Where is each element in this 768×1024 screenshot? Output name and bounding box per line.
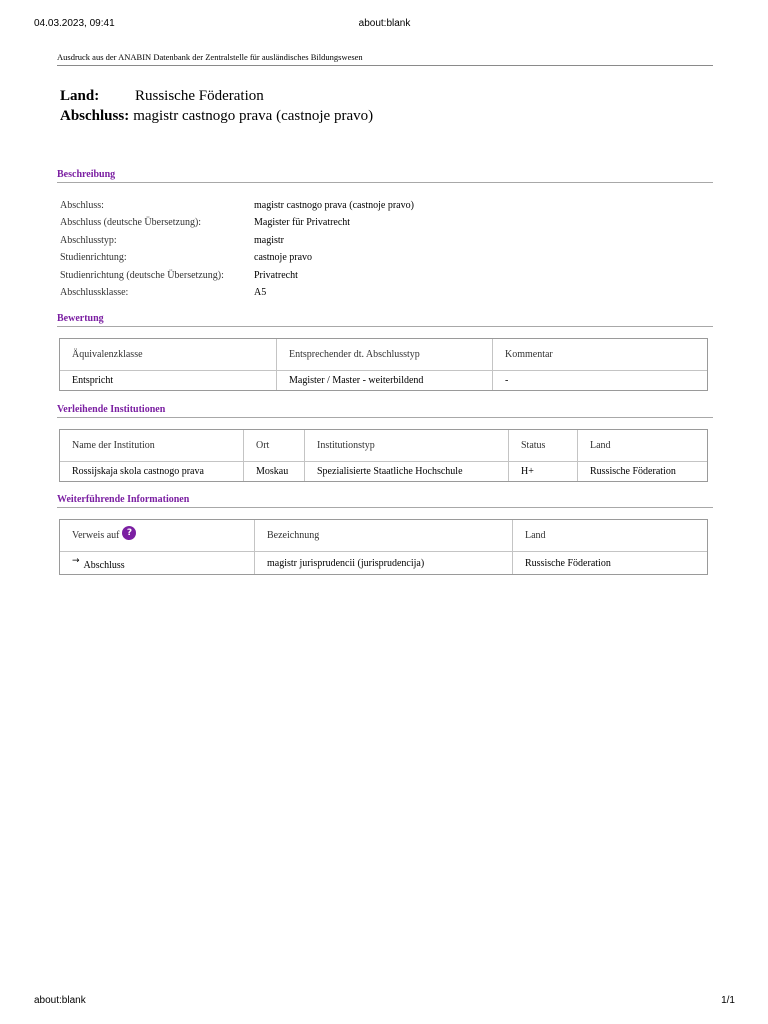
- beschreibung-key: Studienrichtung (deutsche Übersetzung):: [60, 269, 224, 281]
- column-header-label: Verweis auf: [72, 530, 120, 542]
- print-header: [34, 18, 735, 32]
- table-row: [60, 462, 707, 481]
- table-cell-verweis: [60, 552, 255, 574]
- beschreibung-value: Magister für Privatrecht: [254, 217, 351, 229]
- table-cell: Magister / Master - weiterbildend: [277, 371, 493, 390]
- table-cell: Entspricht: [60, 371, 277, 390]
- weiterfuehrende-table: [59, 519, 708, 575]
- column-header: Kommentar: [505, 349, 553, 361]
- beschreibung-value: A5: [254, 287, 267, 299]
- abschluss-label: Abschluss:: [60, 108, 130, 124]
- table-cell: magistr jurisprudencii (jurisprudencija): [255, 552, 513, 574]
- bewertung-table: [59, 338, 708, 391]
- table-cell: Russische Föderation: [525, 557, 611, 569]
- column-header: Status: [509, 430, 578, 461]
- table-row: [60, 371, 707, 390]
- beschreibung-value: magistr: [254, 234, 284, 246]
- arrow-right-icon: →: [72, 556, 80, 567]
- beschreibung-key: Abschlusstyp:: [60, 234, 117, 246]
- print-footer: [34, 995, 735, 1009]
- land-value: Russische Föderation: [135, 88, 264, 104]
- table-cell: Spezialisierte Staatliche Hochschule: [305, 462, 509, 481]
- column-header: Institutionstyp: [305, 430, 509, 461]
- footer-url: about:blank: [34, 995, 86, 1006]
- question-icon[interactable]: ?: [122, 526, 136, 540]
- source-line: Ausdruck aus der ANABIN Datenbank der Zentralstelle für ausländisches Bildungswesen: [57, 52, 713, 66]
- beschreibung-row: [60, 232, 713, 249]
- column-header: Land: [525, 530, 546, 542]
- beschreibung-row: [60, 197, 713, 214]
- table-cell: H+: [509, 462, 578, 481]
- beschreibung-value: Privatrecht: [254, 269, 298, 281]
- beschreibung-key: Studienrichtung:: [60, 252, 127, 264]
- table-cell: Russische Föderation: [590, 466, 676, 478]
- column-header: Bezeichnung: [255, 520, 513, 551]
- print-url: about:blank: [358, 18, 411, 29]
- beschreibung-row: [60, 284, 713, 301]
- column-header: Name der Institution: [60, 430, 244, 461]
- section-title-beschreibung: Beschreibung: [57, 168, 713, 183]
- column-header: Land: [590, 440, 611, 452]
- print-datetime: 04.03.2023, 09:41: [34, 18, 115, 29]
- column-header: Entsprechender dt. Abschlusstyp: [277, 339, 493, 370]
- table-header-row: [60, 430, 707, 462]
- table-cell: -: [505, 375, 509, 387]
- beschreibung-value: magistr castnogo prava (castnoje pravo): [254, 200, 414, 211]
- land-label: Land:: [60, 88, 100, 104]
- beschreibung-key: Abschlussklasse:: [60, 287, 129, 299]
- column-header-verweis: [60, 520, 255, 551]
- abschluss-value: magistr castnogo prava (castnoje pravo): [133, 108, 374, 124]
- institutionen-table: [59, 429, 708, 482]
- beschreibung-row: [60, 249, 713, 266]
- beschreibung-table: [60, 197, 713, 301]
- beschreibung-key: Abschluss (deutsche Übersetzung):: [60, 217, 202, 229]
- document-page: [57, 52, 713, 575]
- beschreibung-key: Abschluss:: [60, 200, 104, 211]
- table-header-row: [60, 339, 707, 371]
- beschreibung-row: [60, 214, 713, 231]
- page-number: 1/1: [721, 995, 735, 1006]
- column-header: Ort: [244, 430, 305, 461]
- beschreibung-row: [60, 267, 713, 284]
- section-title-institutionen: Verleihende Institutionen: [57, 403, 713, 418]
- document-heading: [60, 86, 713, 126]
- verweis-link[interactable]: Abschluss: [83, 559, 125, 571]
- beschreibung-value: castnoje pravo: [254, 252, 313, 264]
- table-header-row: [60, 520, 707, 552]
- section-title-weiterfuehrende-informationen: Weiterführende Informationen: [57, 493, 713, 508]
- table-row: [60, 552, 707, 574]
- section-title-bewertung: Bewertung: [57, 312, 713, 327]
- table-cell: Rossijskaja skola castnogo prava: [60, 462, 244, 481]
- table-cell: Moskau: [244, 462, 305, 481]
- column-header: Äquivalenzklasse: [60, 339, 277, 370]
